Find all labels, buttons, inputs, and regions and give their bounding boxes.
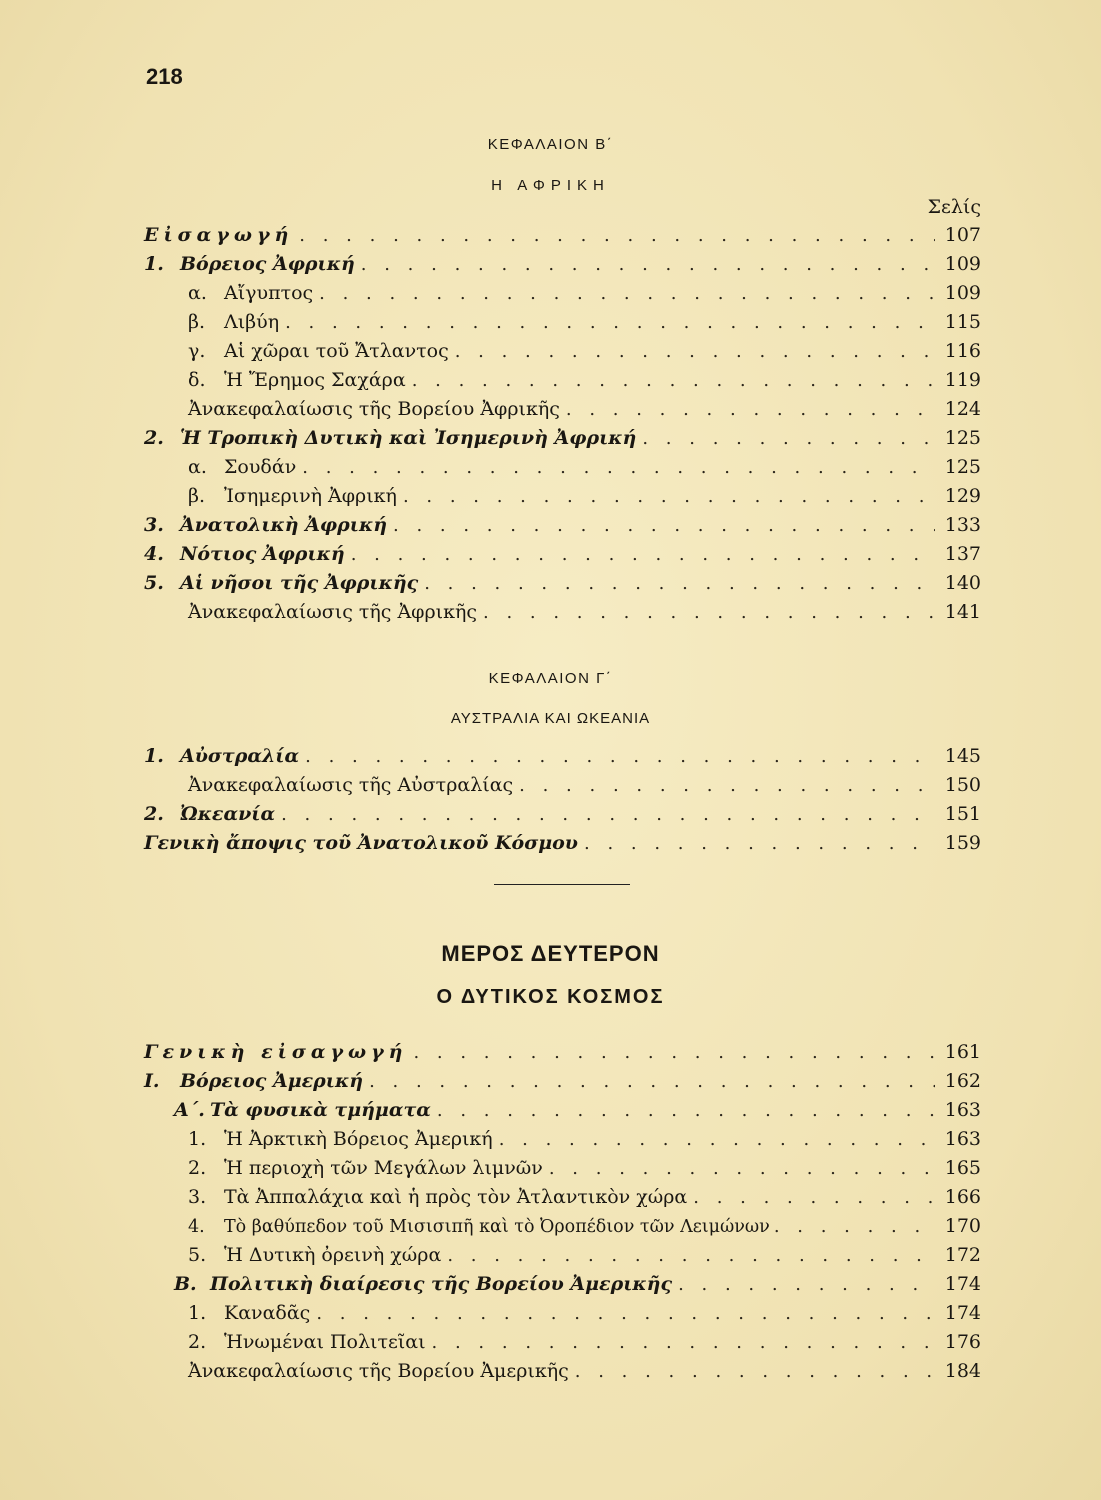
- toc-entry: [188, 1302, 981, 1328]
- toc-entry: [188, 369, 981, 395]
- toc-entry: [144, 253, 981, 279]
- toc-entry-page: 163: [944, 1128, 981, 1150]
- toc-entry-label: Βόρειος Ἀμερική: [180, 1070, 364, 1092]
- toc-entry-label: Ἡ Τροπικὴ Δυτικὴ καὶ Ἰσημερινὴ Ἀφρική: [180, 427, 637, 449]
- toc-entry-number: Β.: [174, 1273, 197, 1295]
- toc-entry-label: Γενικὴ εἰσαγωγή: [144, 1041, 408, 1063]
- dot-leader: [424, 573, 935, 594]
- toc-entry-page: 107: [944, 224, 981, 246]
- toc-entry-label: Ἀνατολικὴ Ἀφρική: [180, 514, 388, 536]
- dot-leader: [432, 1332, 935, 1353]
- toc-entry: [188, 1215, 981, 1241]
- toc-entry-label: Τὸ βαθύπεδον τοῦ Μισισιπῆ καὶ τὸ Ὀροπέδιον τῶν Λειμώνων: [224, 1217, 770, 1237]
- toc-entry-page: 150: [944, 774, 981, 796]
- toc-entry-label: Τὰ φυσικὰ τμήματα: [210, 1099, 431, 1121]
- chapter-b-title: Η ΑΦΡΙΚΗ: [491, 177, 610, 194]
- toc-entry-number: β.: [188, 311, 206, 333]
- toc-entry-page: 170: [944, 1215, 981, 1237]
- dot-leader: [499, 1129, 935, 1150]
- toc-entry-number: 1.: [188, 1302, 207, 1324]
- toc-entry-page: 161: [944, 1041, 981, 1063]
- toc-entry-number: Ι.: [144, 1070, 160, 1092]
- dot-leader: [693, 1187, 935, 1208]
- toc-entry-page: 119: [944, 369, 981, 391]
- toc-entry: [188, 601, 981, 627]
- dot-leader: [413, 1042, 935, 1063]
- toc-entry: [188, 456, 981, 482]
- toc-entry-label: Λιβύη: [224, 311, 280, 333]
- toc-entry-number: 5.: [188, 1244, 207, 1266]
- part-two-heading: ΜΕΡΟΣ ΔΕΥΤΕΡΟΝ: [441, 941, 660, 966]
- toc-entry-page: 174: [944, 1302, 981, 1324]
- toc-entry: [144, 572, 981, 598]
- dot-leader: [316, 1303, 935, 1324]
- toc-entry-page: 125: [944, 427, 981, 449]
- dot-leader: [447, 1245, 935, 1266]
- toc-entry: [188, 1128, 981, 1154]
- toc-entry-page: 137: [944, 543, 981, 565]
- dot-leader: [519, 775, 935, 796]
- toc-entry-label: Ἀνακεφαλαίωσις τῆς Ἀφρικῆς: [188, 601, 477, 623]
- toc-entry-label: Νότιος Ἀφρική: [180, 543, 345, 565]
- toc-entry-page: 159: [944, 832, 981, 854]
- toc-entry-page: 109: [944, 282, 981, 304]
- dot-leader: [305, 746, 935, 767]
- toc-entry-number: 3.: [188, 1186, 207, 1208]
- toc-entry-label: Ἡ Ἔρημος Σαχάρα: [224, 369, 406, 391]
- dot-leader: [584, 833, 935, 854]
- dot-leader: [351, 544, 935, 565]
- toc-entry-page: 165: [944, 1157, 981, 1179]
- toc-entry-number: α.: [188, 456, 207, 478]
- toc-entry-number: β.: [188, 485, 206, 507]
- dot-leader: [642, 428, 935, 449]
- toc-entry-page: 174: [944, 1273, 981, 1295]
- toc-entry-label: Ἡ Ἀρκτικὴ Βόρειος Ἀμερική: [224, 1128, 493, 1150]
- dot-leader: [285, 312, 935, 333]
- toc-entry: [188, 282, 981, 308]
- toc-entry: [188, 1331, 981, 1357]
- toc-entry-number: 1.: [144, 745, 164, 767]
- toc-entry-label: Τὰ Ἀππαλάχια καὶ ἡ πρὸς τὸν Ἀτλαντικὸν χώρα: [224, 1186, 688, 1208]
- toc-entry: [188, 340, 981, 366]
- toc-entry-label: Καναδᾶς: [224, 1302, 311, 1324]
- toc-entry-number: 2.: [188, 1331, 207, 1353]
- toc-entry: [188, 1244, 981, 1270]
- part-two-title: Ο ΔΥΤΙΚΟΣ ΚΟΣΜΟΣ: [436, 986, 665, 1008]
- toc-entry: [188, 311, 981, 337]
- toc-entry-label: Ἡ Δυτικὴ ὀρεινὴ χώρα: [224, 1244, 442, 1266]
- toc-entry-number: 5.: [144, 572, 164, 594]
- dot-leader: [302, 457, 935, 478]
- toc-entry-number: α.: [188, 282, 207, 304]
- dot-leader: [403, 486, 935, 507]
- dot-leader: [483, 602, 935, 623]
- chapter-c-heading: ΚΕΦΑΛΑΙΟΝ Γ΄: [488, 670, 613, 687]
- toc-entry-page: 145: [944, 745, 981, 767]
- toc-entry: [188, 774, 981, 800]
- toc-entry: [174, 1099, 981, 1125]
- toc-entry: [144, 1041, 981, 1067]
- toc-entry-label: Αἴγυπτος: [224, 282, 314, 304]
- toc-entry-page: 109: [944, 253, 981, 275]
- toc-entry: [188, 1186, 981, 1212]
- dot-leader: [549, 1158, 935, 1179]
- toc-entry-page: 176: [944, 1331, 981, 1353]
- dot-leader: [412, 370, 935, 391]
- toc-entry-page: 162: [944, 1070, 981, 1092]
- toc-entry-page: 172: [944, 1244, 981, 1266]
- toc-entry-number: δ.: [188, 369, 206, 391]
- toc-entry-page: 140: [944, 572, 981, 594]
- dot-leader: [393, 515, 935, 536]
- toc-entry: [188, 485, 981, 511]
- toc-entry: [188, 1157, 981, 1183]
- toc-entry-page: 166: [944, 1186, 981, 1208]
- dot-leader: [678, 1274, 935, 1295]
- toc-entry-label: Ὠκεανία: [180, 803, 276, 825]
- toc-entry-page: 184: [944, 1360, 981, 1382]
- toc-entry-label: Εἰσαγωγή: [144, 224, 294, 246]
- section-divider: [494, 884, 630, 885]
- toc-entry-page: 133: [944, 514, 981, 536]
- toc-entry-label: Πολιτικὴ διαίρεσις τῆς Βορείου Ἀμερικῆς: [210, 1273, 673, 1295]
- toc-entry-number: 2.: [188, 1157, 207, 1179]
- toc-entry-label: Ἡνωμέναι Πολιτεῖαι: [224, 1331, 426, 1353]
- dot-leader: [319, 283, 935, 304]
- dot-leader: [299, 225, 935, 246]
- dot-leader: [774, 1216, 937, 1237]
- toc-entry: [144, 803, 981, 829]
- dot-leader: [455, 341, 935, 362]
- chapter-b-heading: ΚΕΦΑΛΑΙΟΝ Β΄: [487, 136, 614, 153]
- toc-entry: [144, 832, 981, 858]
- toc-entry-label: Ἰσημερινὴ Ἀφρική: [224, 485, 397, 507]
- dot-leader: [281, 804, 935, 825]
- toc-entry-number: Α΄.: [174, 1099, 205, 1121]
- toc-entry: [174, 1273, 981, 1299]
- toc-entry-label: Αἱ χῶραι τοῦ Ἄτλαντος: [224, 340, 449, 362]
- toc-entry-label: Αὐστραλία: [180, 745, 300, 767]
- page-column-header: Σελίς: [927, 196, 981, 218]
- toc-entry-page: 141: [944, 601, 981, 623]
- toc-entry: [188, 398, 981, 424]
- toc-entry-label: Βόρειος Ἀφρική: [180, 253, 355, 275]
- dot-leader: [566, 399, 935, 420]
- dot-leader: [369, 1071, 935, 1092]
- toc-entry-page: 125: [944, 456, 981, 478]
- toc-entry-number: 3.: [144, 514, 164, 536]
- toc-entry: [144, 543, 981, 569]
- toc-entry-label: Σουδάν: [224, 456, 297, 478]
- toc-entry: [144, 427, 981, 453]
- toc-entry: [144, 514, 981, 540]
- toc-entry-label: Γενικὴ ἄποψις τοῦ Ἀνατολικοῦ Κόσμου: [144, 832, 578, 854]
- toc-entry-label: Αἱ νῆσοι τῆς Ἀφρικῆς: [180, 572, 419, 594]
- toc-entry-page: 124: [944, 398, 981, 420]
- toc-entry: [188, 1360, 981, 1386]
- toc-entry-number: 2.: [144, 427, 164, 449]
- toc-entry-number: 2.: [144, 803, 164, 825]
- toc-entry-number: 4.: [188, 1217, 205, 1237]
- toc-entry-number: 1.: [188, 1128, 207, 1150]
- dot-leader: [361, 254, 935, 275]
- toc-entry-number: γ.: [188, 340, 206, 362]
- toc-entry-number: 1.: [144, 253, 164, 275]
- toc-entry-label: Ἀνακεφαλαίωσις τῆς Βορείου Ἀφρικῆς: [188, 398, 560, 420]
- dot-leader: [437, 1100, 935, 1121]
- toc-entry: [144, 1070, 981, 1096]
- toc-entry: [144, 745, 981, 771]
- toc-entry-page: 163: [944, 1099, 981, 1121]
- toc-entry-label: Ἀνακεφαλαίωσις τῆς Αὐστραλίας: [188, 774, 514, 796]
- chapter-c-title: ΑΥΣΤΡΑΛΙΑ ΚΑΙ ΩΚΕΑΝΙΑ: [450, 710, 651, 727]
- toc-entry-label: Ἀνακεφαλαίωσις τῆς Βορείου Ἀμερικῆς: [188, 1360, 569, 1382]
- dot-leader: [575, 1361, 935, 1382]
- toc-entry-number: 4.: [144, 543, 164, 565]
- toc-entry-page: 151: [944, 803, 981, 825]
- toc-entry-page: 115: [944, 311, 981, 333]
- toc-entry-label: Ἡ περιοχὴ τῶν Μεγάλων λιμνῶν: [224, 1157, 543, 1179]
- toc-entry-page: 116: [944, 340, 981, 362]
- page-number: 218: [146, 64, 183, 89]
- toc-entry: [144, 224, 981, 250]
- toc-entry-page: 129: [944, 485, 981, 507]
